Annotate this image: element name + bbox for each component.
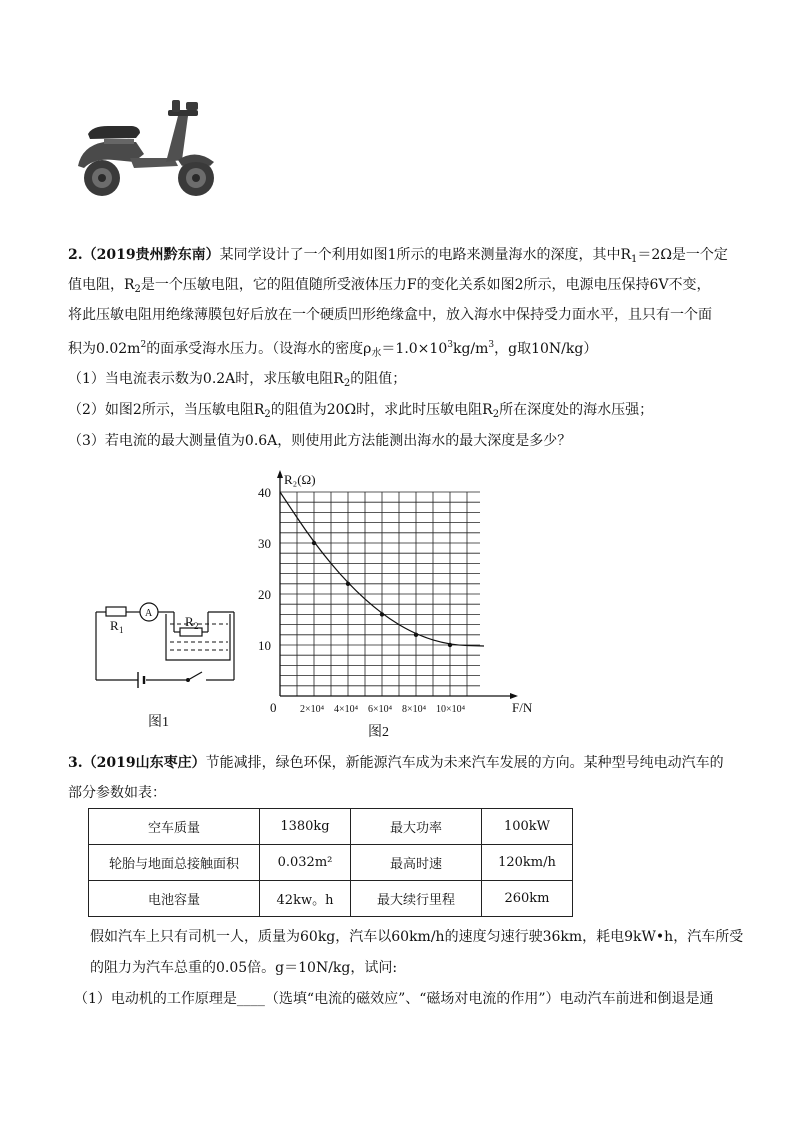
circuit-diagram	[88, 596, 238, 736]
table-cell: 42kw。h	[260, 881, 351, 917]
q3-after-1: 假如汽车上只有司机一人，质量为60kg，汽车以60km/h的速度匀速行驶36km，耗电9kW•h，汽车所受	[90, 929, 744, 945]
table-cell: 轮胎与地面总接触面积	[89, 845, 260, 881]
chart-ylabel: R₂(Ω)	[284, 472, 316, 487]
x-tick-label: 6×10⁴	[368, 704, 393, 715]
x-axis-arrow	[510, 693, 518, 699]
q2-text: ，g取10N/kg）	[494, 341, 598, 357]
table-cell: 最大功率	[351, 809, 482, 845]
table-cell: 最大续行里程	[351, 881, 482, 917]
q2-subquestion-3: （3）若电流的最大测量值为0.6A，则使用此方法能测出海水的最大深度是多少？	[68, 433, 572, 449]
q3-line-2: 部分参数如表：	[68, 785, 166, 801]
q2-text: 的阻值；	[350, 371, 407, 387]
figure2-caption: 图2	[368, 725, 389, 740]
r2-force-chart	[250, 466, 550, 746]
r1-resistor	[106, 607, 126, 616]
x-tick-label: 2×10⁴	[300, 704, 325, 715]
q2-text: 的面承受海水压力。（设海水的密度ρ	[146, 341, 372, 357]
x-tick-label: 4×10⁴	[334, 704, 359, 715]
x-tick-label: 10×10⁴	[436, 704, 466, 715]
q2-text: 某同学设计了一个利用如图1所示的电路来测量海水的深度，其中R	[219, 247, 632, 263]
data-point	[380, 612, 384, 616]
table-cell: 0.032m²	[260, 845, 351, 881]
y-axis-arrow	[277, 470, 283, 478]
q2-sub: 1	[631, 254, 638, 265]
q2-text: 所在深度处的海水压强；	[499, 402, 654, 418]
table-cell: 空车质量	[89, 809, 260, 845]
ammeter-label: A	[145, 608, 153, 619]
table-cell: 260km	[482, 881, 573, 917]
q2-text: ＝2Ω是一个定	[637, 247, 728, 263]
y-tick-label: 30	[258, 536, 271, 551]
parameter-table	[88, 808, 573, 917]
chart-tick-layer	[258, 485, 466, 715]
q3-source: （2019山东枣庄）	[82, 755, 206, 771]
table-row	[89, 845, 573, 881]
table-cell: 120km/h	[482, 845, 573, 881]
data-point	[312, 541, 316, 545]
q2-text: （1）当电流表示数为0.2A时，求压敏电阻R	[68, 371, 344, 387]
q2-text: 值电阻，R	[68, 277, 135, 293]
q2-number: 2.	[68, 247, 83, 263]
q2-sub: 2	[343, 378, 351, 389]
chart-xlabel: F/N	[512, 700, 533, 715]
q2-text: kg/m	[452, 341, 489, 357]
r2-sub: 2	[194, 621, 199, 631]
q2-sup: 3	[447, 340, 453, 350]
q2-text: ＝1.0×10	[381, 341, 448, 357]
data-point	[448, 643, 452, 647]
q3-after-2: 的阻力为汽车总重的0.05倍。g＝10N/kg，试问:	[90, 960, 398, 976]
r2-resistor	[180, 628, 202, 636]
q2-text: 是一个压敏电阻，它的阻值随所受液体压力F的变化关系如图2所示，电源电压保持6V不变，	[140, 277, 711, 293]
table-row	[89, 809, 573, 845]
figure1-caption: 图1	[148, 715, 169, 730]
q2-text: 的阻值为20Ω时，求此时压敏电阻R	[270, 402, 493, 418]
r1-label: R	[110, 618, 119, 633]
q3-number: 3.	[68, 755, 83, 771]
electric-scooter-image	[74, 96, 224, 200]
q3-line-1	[68, 748, 728, 778]
q2-text: 积为0.02m	[68, 341, 141, 357]
y-tick-label: 20	[258, 587, 271, 602]
table-cell: 100kW	[482, 809, 573, 845]
r1-sub: 1	[119, 625, 124, 635]
table-cell: 1380kg	[260, 809, 351, 845]
q2-line-3: 将此压敏电阻用绝缘薄膜包好后放在一个硬质凹形绝缘盒中，放入海水中保持受力面水平，且只有一个面	[68, 307, 712, 323]
chart-grid	[280, 492, 480, 696]
q2-sub: 2	[492, 409, 500, 420]
table-cell: 电池容量	[89, 881, 260, 917]
q2-sup: 2	[140, 340, 147, 350]
q2-source: （2019贵州黔东南）	[82, 247, 220, 263]
data-point	[346, 582, 350, 586]
table-cell: 最高时速	[351, 845, 482, 881]
table-row	[89, 881, 573, 917]
q2-sub: 2	[264, 409, 271, 420]
data-point	[414, 633, 418, 637]
chart-origin-label: 0	[270, 700, 277, 715]
q2-sub: 水	[371, 348, 382, 359]
q3-after-3: （1）电动机的工作原理是____（选填“电流的磁效应”、“磁场对电流的作用”）电动汽车前进和倒退是通	[74, 991, 714, 1007]
chart-axes	[277, 470, 518, 699]
q2-sub: 2	[134, 284, 141, 295]
q2-text: （2）如图2所示，当压敏电阻R	[68, 402, 265, 418]
y-tick-label: 40	[258, 485, 271, 500]
q2-subquestion-2	[68, 395, 728, 430]
q2-sup: 3	[488, 340, 495, 350]
q2-subquestion-1	[68, 364, 728, 399]
x-tick-label: 8×10⁴	[402, 704, 427, 715]
q3-text: 节能减排，绿色环保，新能源汽车成为未来汽车发展的方向。某种型号纯电动汽车的	[205, 755, 724, 771]
y-tick-label: 10	[258, 638, 271, 653]
r2-label: R	[185, 614, 194, 629]
